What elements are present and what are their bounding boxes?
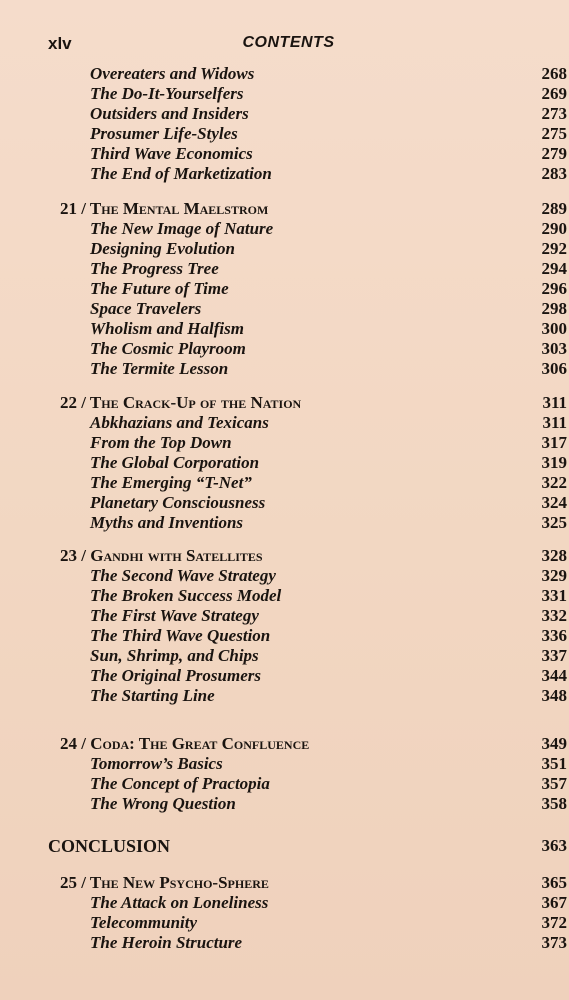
toc-chapter xyxy=(0,873,569,893)
toc-entry xyxy=(0,124,569,144)
entry-title: The Concept of Practopia xyxy=(90,774,270,793)
page-number: 349 xyxy=(541,734,567,753)
page-number: 363 xyxy=(541,836,567,855)
entry-title: Space Travelers xyxy=(90,299,202,318)
page-number: 372 xyxy=(541,913,567,932)
toc-entry xyxy=(0,626,569,646)
page-number: 331 xyxy=(541,586,567,605)
toc-entry xyxy=(0,144,569,164)
page-number: 344 xyxy=(541,666,567,685)
toc-entry xyxy=(0,239,569,259)
chapter-title: 23 / Gandhi with Satellites xyxy=(60,546,263,565)
page-number: 322 xyxy=(541,473,567,492)
toc-entry xyxy=(0,339,569,359)
toc-entry xyxy=(0,774,569,794)
page-number: 275 xyxy=(541,124,567,143)
page-number: 367 xyxy=(541,893,567,912)
entry-title: The Starting Line xyxy=(90,686,215,705)
toc-entry xyxy=(0,319,569,339)
page-number: 311 xyxy=(542,413,567,432)
entry-title: Telecommunity xyxy=(90,913,198,932)
entry-title: The End of Marketization xyxy=(90,164,272,183)
toc-entry xyxy=(0,566,569,586)
entry-title: Prosumer Life-Styles xyxy=(90,124,238,143)
chapter-title: 25 / The New Psycho-Sphere xyxy=(60,873,269,892)
toc-entry xyxy=(0,299,569,319)
toc-entry xyxy=(0,64,569,84)
toc-entry xyxy=(0,666,569,686)
entry-title: The Emerging “T-Net” xyxy=(90,473,252,492)
page-number: 337 xyxy=(541,646,567,665)
page-number: 292 xyxy=(541,239,567,258)
page-number: 348 xyxy=(541,686,567,705)
toc-entry xyxy=(0,606,569,626)
page-number: 357 xyxy=(541,774,567,793)
entry-title: The Broken Success Model xyxy=(90,586,282,605)
page-number: 324 xyxy=(541,493,567,512)
entry-title: The Heroin Structure xyxy=(90,933,243,952)
entry-title: Third Wave Economics xyxy=(90,144,253,163)
page-number: 325 xyxy=(541,513,567,532)
page-number: 269 xyxy=(541,84,567,103)
entry-title: The Cosmic Playroom xyxy=(90,339,246,358)
toc-entry xyxy=(0,586,569,606)
toc-entry xyxy=(0,259,569,279)
entry-title: Myths and Inventions xyxy=(90,513,244,532)
page-number: 273 xyxy=(541,104,567,123)
page-number: 317 xyxy=(541,433,567,452)
entry-title: The Global Corporation xyxy=(90,453,260,472)
page-number: 351 xyxy=(541,754,567,773)
toc-entry xyxy=(0,104,569,124)
toc-chapter xyxy=(0,734,569,754)
running-head: CONTENTS xyxy=(242,34,335,51)
toc-entry xyxy=(0,493,569,513)
toc-entry xyxy=(0,164,569,184)
toc-chapter xyxy=(0,546,569,566)
page-header xyxy=(48,34,529,56)
page-folio: xlv xyxy=(48,34,72,53)
toc-entry xyxy=(0,84,569,104)
page-number: 268 xyxy=(541,64,567,83)
entry-title: The Second Wave Strategy xyxy=(90,566,276,585)
entry-title: Overeaters and Widows xyxy=(90,64,255,83)
toc-entry xyxy=(0,473,569,493)
toc-entry xyxy=(0,794,569,814)
entry-title: Wholism and Halfism xyxy=(90,319,244,338)
toc-entry xyxy=(0,913,569,933)
toc-section xyxy=(0,836,569,856)
entry-title: From the Top Down xyxy=(90,433,232,452)
toc-entry xyxy=(0,933,569,953)
entry-title: The Progress Tree xyxy=(90,259,219,278)
page-number: 365 xyxy=(541,873,567,892)
entry-title: The Do-It-Yourselfers xyxy=(90,84,244,103)
entry-title: The Termite Lesson xyxy=(90,359,229,378)
entry-title: The New Image of Nature xyxy=(90,219,274,238)
chapter-title: 22 / The Crack-Up of the Nation xyxy=(60,393,302,412)
entry-title: The Original Prosumers xyxy=(90,666,261,685)
page-number: 358 xyxy=(541,794,567,813)
chapter-title: 24 / Coda: The Great Confluence xyxy=(60,734,310,753)
toc-entry xyxy=(0,279,569,299)
page-number: 296 xyxy=(541,279,567,298)
page-number: 319 xyxy=(541,453,567,472)
entry-title: The Third Wave Question xyxy=(90,626,271,645)
entry-title: The Attack on Loneliness xyxy=(90,893,269,912)
page-number: 290 xyxy=(541,219,567,238)
toc-entry xyxy=(0,754,569,774)
toc-chapter xyxy=(0,199,569,219)
page-number: 283 xyxy=(541,164,567,183)
toc-entry xyxy=(0,413,569,433)
toc-chapter xyxy=(0,393,569,413)
page-number: 306 xyxy=(541,359,567,378)
entry-title: The Future of Time xyxy=(90,279,229,298)
page-number: 329 xyxy=(541,566,567,585)
page-number: 336 xyxy=(541,626,567,645)
page-number: 373 xyxy=(541,933,567,952)
entry-title: Planetary Consciousness xyxy=(90,493,266,512)
entry-title: Outsiders and Insiders xyxy=(90,104,249,123)
entry-title: Tomorrow’s Basics xyxy=(90,754,223,773)
page-number: 303 xyxy=(541,339,567,358)
toc-entry xyxy=(0,686,569,706)
page-number: 294 xyxy=(541,259,567,278)
toc-entry xyxy=(0,359,569,379)
entry-title: Designing Evolution xyxy=(90,239,236,258)
toc-entry xyxy=(0,646,569,666)
entry-title: The First Wave Strategy xyxy=(90,606,259,625)
toc-entry xyxy=(0,453,569,473)
page-number: 298 xyxy=(541,299,567,318)
page-number: 311 xyxy=(542,393,567,412)
page-number: 328 xyxy=(541,546,567,565)
toc-entry xyxy=(0,513,569,533)
toc-entry xyxy=(0,219,569,239)
entry-title: The Wrong Question xyxy=(90,794,236,813)
section-title: CONCLUSION xyxy=(48,836,171,856)
page-number: 279 xyxy=(541,144,567,163)
page-number: 289 xyxy=(541,199,567,218)
toc-entry xyxy=(0,433,569,453)
page-number: 300 xyxy=(541,319,567,338)
page-number: 332 xyxy=(541,606,567,625)
toc-entry xyxy=(0,893,569,913)
entry-title: Sun, Shrimp, and Chips xyxy=(90,646,259,665)
entry-title: Abkhazians and Texicans xyxy=(90,413,269,432)
chapter-title: 21 / The Mental Maelstrom xyxy=(60,199,269,218)
